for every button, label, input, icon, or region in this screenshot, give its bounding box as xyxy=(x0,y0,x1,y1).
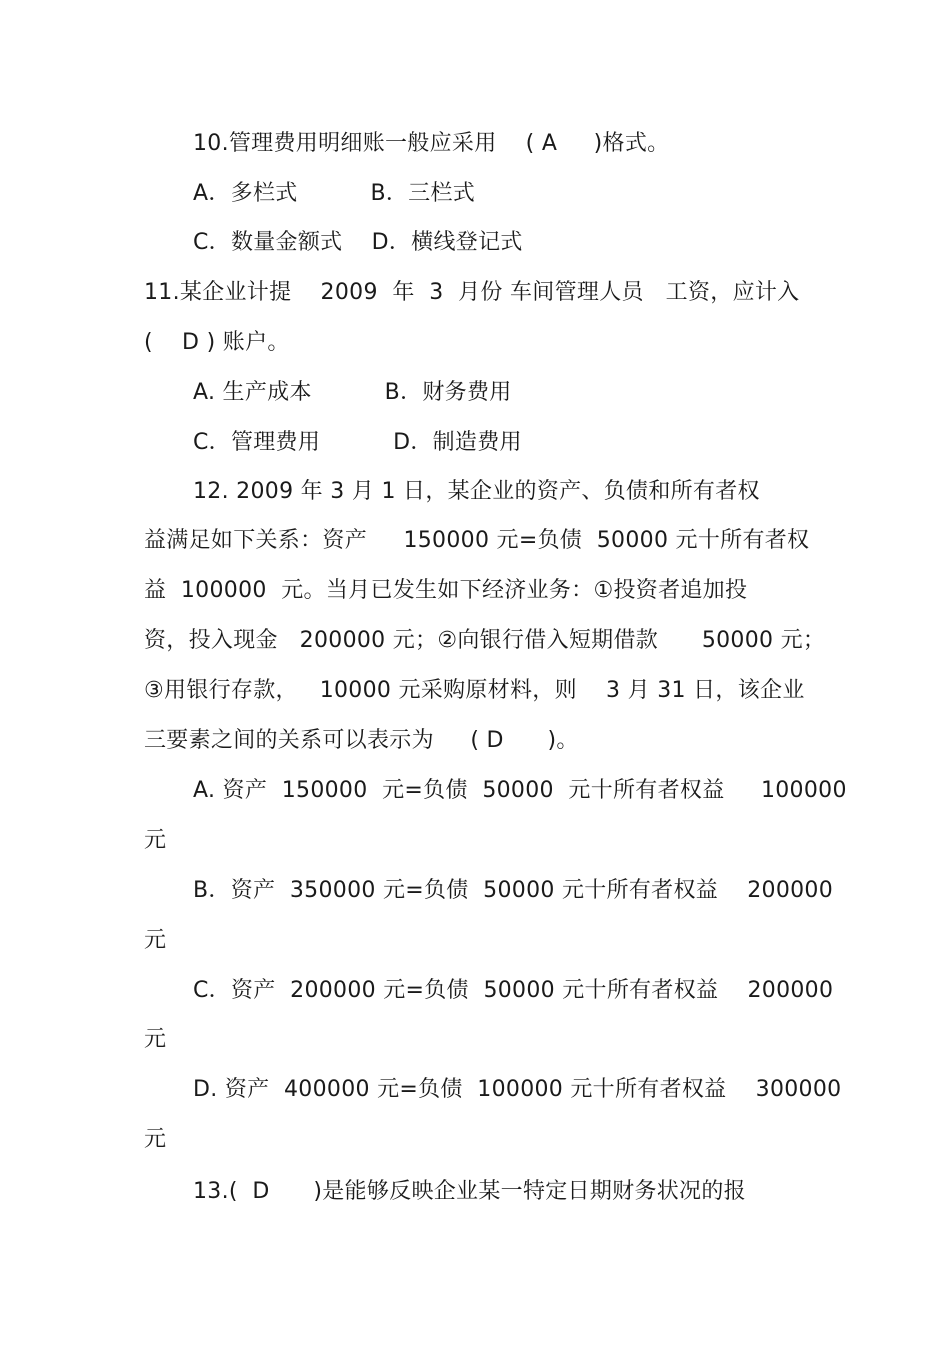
question-12-stem: 12. 2009 年 3 月 1 日，某企业的资产、负债和所有者权 xyxy=(193,479,760,504)
question-12-stem-line-6: 三要素之间的关系可以表示为 ( D )。 xyxy=(144,728,579,753)
question-11-stem: 11.某企业计提 2009 年 3 月份 车间管理人员 工资，应计入 xyxy=(144,280,800,305)
question-12-option-d-cont: 元 xyxy=(144,1127,167,1152)
question-12-option-c-cont: 元 xyxy=(144,1027,167,1052)
question-12-option-d: D. 资产 400000 元=负债 100000 元十所有者权益 300000 xyxy=(193,1077,842,1102)
question-12-option-a-cont: 元 xyxy=(144,828,167,853)
question-12-option-b: B．资产 350000 元=负债 50000 元十所有者权益 200000 xyxy=(193,878,834,903)
question-12-stem-line-5: ③用银行存款， 10000 元采购原材料，则 3 月 31 日，该企业 xyxy=(144,678,805,703)
question-12-stem-line-3: 益 100000 元。当月已发生如下经济业务：①投资者追加投 xyxy=(144,578,748,603)
question-12-option-b-cont: 元 xyxy=(144,928,167,953)
question-12-option-a: A. 资产 150000 元=负债 50000 元十所有者权益 100000 xyxy=(193,778,847,803)
question-12-stem-line-4: 资，投入现金 200000 元；②向银行借入短期借款 50000 元； xyxy=(144,628,826,653)
question-10-stem: 10.管理费用明细账一般应采用 ( A )格式。 xyxy=(193,131,670,156)
question-12-stem-line-2: 益满足如下关系：资产 150000 元=负债 50000 元十所有者权 xyxy=(144,528,810,553)
question-11-stem-cont: ( D ) 账户。 xyxy=(144,330,290,355)
question-11-options-cd: C．管理费用 D．制造费用 xyxy=(193,430,522,455)
question-11-options-ab: A. 生产成本 B．财务费用 xyxy=(193,380,512,405)
question-10-options-ab: A．多栏式 B．三栏式 xyxy=(193,181,476,206)
question-13-stem: 13.( D )是能够反映企业某一特定日期财务状况的报 xyxy=(193,1179,746,1204)
question-12-option-c: C．资产 200000 元=负债 50000 元十所有者权益 200000 xyxy=(193,978,834,1003)
question-10-options-cd: C．数量金额式 D．横线登记式 xyxy=(193,230,523,255)
